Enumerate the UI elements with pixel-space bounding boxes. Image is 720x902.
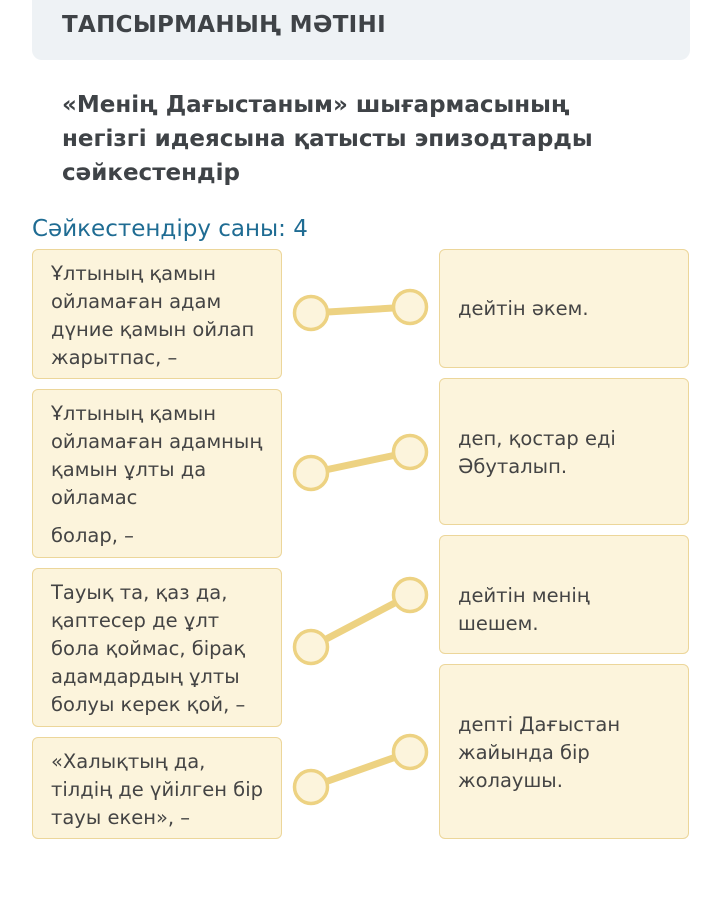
left-item-2-text: Ұлтының қамын ойламаған адамның қамын ұлты да ойламас bbox=[51, 402, 263, 509]
connector-1-left-handle[interactable] bbox=[295, 297, 328, 330]
right-item-3-text: дейтін менің шешем. bbox=[458, 584, 590, 635]
left-item-2-text-continued: болар, – bbox=[51, 524, 134, 547]
connector-2-left-handle[interactable] bbox=[295, 457, 328, 490]
connector-4-right-handle[interactable] bbox=[394, 736, 427, 769]
left-item-3-text: Тауық та, қаз да, қаптесер де ұлт бола қоймас, бірақ адамдардың ұлты болуы керек қой, – bbox=[51, 581, 246, 716]
connector-3-right-handle[interactable] bbox=[394, 579, 427, 612]
connector-3[interactable] bbox=[295, 579, 427, 664]
connector-2[interactable] bbox=[295, 436, 427, 490]
connector-1[interactable] bbox=[295, 291, 427, 330]
connector-1-right-handle[interactable] bbox=[394, 291, 427, 324]
left-item-4-text: «Халықтың да, тілдің де үйілген бір тауы екен», – bbox=[51, 750, 264, 829]
connector-2-right-handle[interactable] bbox=[394, 436, 427, 469]
question-text: «Менің Дағыстаным» шығармасының негізгі идеясына қатысты эпизодтарды сәйкестендір bbox=[62, 92, 593, 186]
connector-3-left-handle[interactable] bbox=[295, 631, 328, 664]
right-item-1-text: дейтін әкем. bbox=[458, 297, 589, 320]
left-item-1-text: Ұлтының қамын ойламаған адам дүние қамын ойлап жарытпас, – bbox=[51, 262, 255, 369]
connector-4-left-handle[interactable] bbox=[295, 771, 328, 804]
match-count-label: Сәйкестендіру саны: 4 bbox=[32, 216, 308, 242]
connector-4[interactable] bbox=[295, 736, 427, 804]
task-header-title: ТАПСЫРМАНЫҢ МӘТІНІ bbox=[62, 12, 386, 38]
right-item-2-text: деп, қостар еді Әбуталып. bbox=[458, 427, 616, 478]
right-item-4-text: депті Дағыстан жайында бір жолаушы. bbox=[458, 713, 621, 792]
